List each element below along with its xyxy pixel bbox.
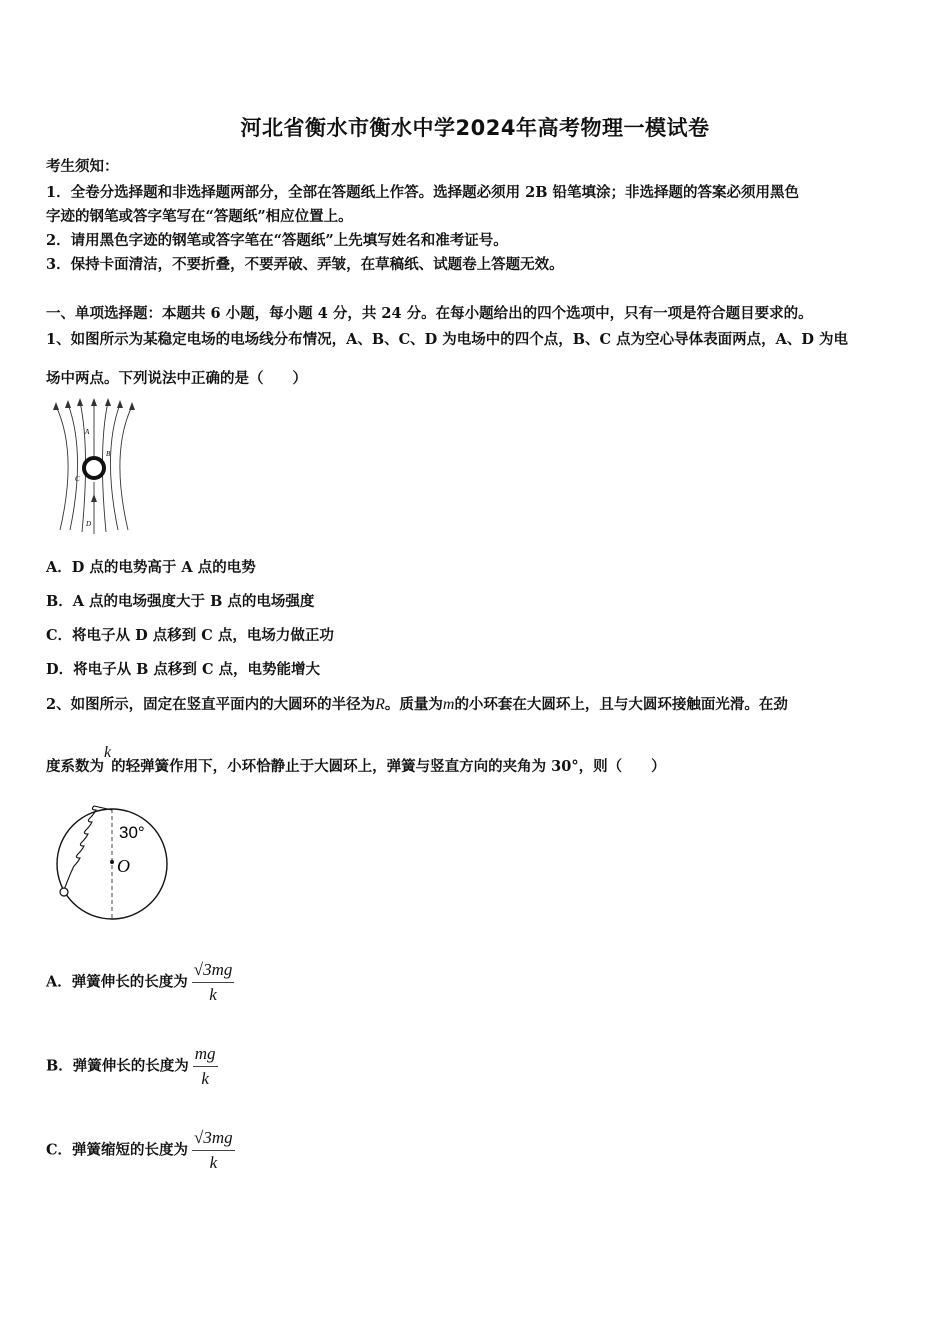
q1-option-c: C．将电子从 D 点移到 C 点，电场力做正功: [46, 627, 334, 644]
q2-option-b-label: B．弹簧伸长的长度为: [46, 1057, 189, 1075]
q2-option-c: [46, 1128, 235, 1173]
q1-field-figure: [48, 398, 140, 536]
q2-stem-part3: 的小环套在大圆环上，且与大圆环接触面光滑。在劲: [454, 696, 788, 713]
q1-stem-line2: 场中两点。下列说法中正确的是（ ）: [46, 370, 307, 387]
q2-option-b: [46, 1044, 218, 1089]
q2-option-b-denominator: k: [201, 1069, 209, 1088]
q1-label-a: A: [85, 428, 90, 436]
q2-stem-line1: [46, 693, 788, 714]
q2-option-a: [46, 960, 234, 1005]
q1-label-d: D: [86, 520, 92, 528]
q2-option-a-fraction: [192, 960, 235, 1005]
q2-center-label: O: [117, 856, 130, 876]
q2-stem-part5: 的轻弹簧作用下，小环恰静止于大圆环上，弹簧与竖直方向的夹角为 30°，则（ ）: [111, 758, 666, 775]
notice-heading: 考生须知：: [46, 158, 119, 175]
q1-label-b: B: [106, 450, 111, 458]
notice-item-3: 3．保持卡面清洁，不要折叠，不要弄破、弄皱，在草稿纸、试题卷上答题无效。: [46, 256, 564, 273]
q1-option-b: B．A 点的电场强度大于 B 点的电场强度: [46, 593, 315, 610]
q2-angle-label: 30°: [119, 823, 145, 842]
q2-stem-line2: [46, 744, 666, 776]
q2-var-m: m: [442, 696, 455, 713]
q2-option-a-label: A．弹簧伸长的长度为: [46, 973, 188, 991]
q2-stem-part4: 度系数为: [46, 758, 104, 775]
q2-var-k: k: [104, 744, 112, 761]
notice-item-2: 2．请用黑色字迹的钢笔或答字笔在“答题纸”上先填写姓名和准考证号。: [46, 232, 508, 249]
q2-option-c-numerator: √3mg: [192, 1128, 235, 1151]
q1-option-a: A．D 点的电势高于 A 点的电势: [46, 559, 256, 576]
q2-option-a-numerator: √3mg: [192, 960, 235, 983]
q1-label-c: C: [75, 475, 80, 483]
q1-option-d: D．将电子从 B 点移到 C 点，电势能增大: [46, 661, 321, 678]
q2-stem-part1: 2、如图所示，固定在竖直平面内的大圆环的半径为: [46, 696, 376, 713]
q2-option-b-fraction: [193, 1044, 218, 1089]
q2-option-b-numerator: mg: [193, 1044, 218, 1067]
section-heading: 一、单项选择题：本题共 6 小题，每小题 4 分，共 24 分。在每小题给出的四个选项中，只有一项是符合题目要求的。: [46, 305, 813, 322]
page-title: 河北省衡水市衡水中学2024年高考物理一模试卷: [240, 116, 710, 140]
q2-option-a-denominator: k: [209, 985, 217, 1004]
q2-ring-figure: [50, 804, 175, 924]
q2-var-r: R: [375, 696, 385, 713]
q2-stem-part2: 。质量为: [384, 696, 443, 713]
q2-option-c-label: C．弹簧缩短的长度为: [46, 1141, 189, 1159]
notice-item-1b: 字迹的钢笔或答字笔写在“答题纸”相应位置上。: [46, 208, 353, 225]
notice-item-1a: 1．全卷分选择题和非选择题两部分，全部在答题纸上作答。选择题必须用 2B 铅笔填涂；非选择题的答案必须用黑色: [46, 184, 800, 201]
q1-stem-line1: 1、如图所示为某稳定电场的电场线分布情况，A、B、C、D 为电场中的四个点，B、C 点为空心导体表面两点，A、D 为电: [46, 331, 848, 348]
q2-option-c-denominator: k: [209, 1153, 218, 1172]
q2-option-c-fraction: [192, 1128, 235, 1173]
